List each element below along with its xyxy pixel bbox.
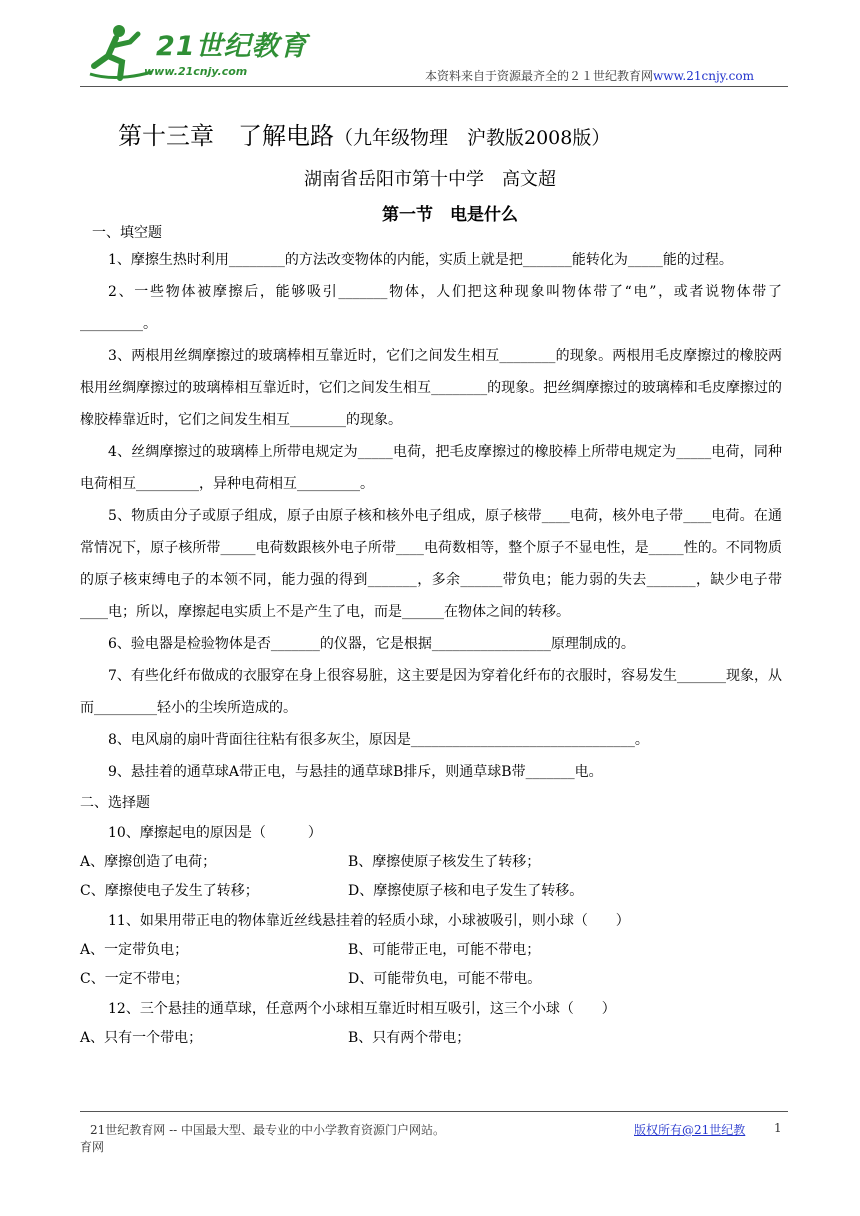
footer-copyright-wrap[interactable]: 育网 — [80, 1140, 105, 1154]
fill-heading: 一、填空题 — [92, 225, 162, 241]
option-a: A、只有一个带电； — [80, 1030, 203, 1046]
option-a: A、摩擦创造了电荷； — [80, 854, 217, 870]
choice-question-11: 11、如果用带正电的物体靠近丝线悬挂着的轻质小球，小球被吸引，则小球（ ） — [108, 913, 630, 929]
header-note-text: 本资料来自于资源最齐全的２１世纪教育网 — [425, 69, 654, 83]
logo-wordmark: 21世纪教育 — [156, 31, 308, 62]
choice-options-row — [80, 877, 782, 906]
option-b: B、摩擦使原子核发生了转移； — [348, 854, 541, 870]
choice-question-12: 12、三个悬挂的通草球，任意两个小球相互靠近时相互吸引，这三个小球（ ） — [108, 1001, 616, 1017]
page-number: 1 — [774, 1121, 782, 1135]
footer-copyright-link[interactable]: 版权所有@21世纪教 — [634, 1123, 746, 1137]
header-divider — [80, 86, 788, 87]
document-body — [80, 222, 782, 1053]
option-b: B、只有两个带电； — [348, 1030, 471, 1046]
fill-question-7: 7、有些化纤布做成的衣服穿在身上很容易脏，这主要是因为穿着化纤布的衣服时，容易发生_______现象，从而_________轻小的尘埃所造成的。 — [80, 668, 782, 716]
fill-question-5: 5、物质由分子或原子组成，原子由原子核和核外电子组成，原子核带____电荷，核外电子带____电荷。在通常情况下，原子核所带_____电荷数跟核外电子所带____电荷数相等，整个原子不显电性，是_____性的。不同物质的原子核束缚电子的本领不同，能力强的得到_______，多余______带负电；能力弱的失去_______，缺少电子带____电；所以，摩擦起电实质上不是产生了电，而是______在物体之间的转移。 — [80, 508, 782, 620]
fill-question-4: 4、丝绸摩擦过的玻璃棒上所带电规定为_____电荷，把毛皮摩擦过的橡胶棒上所带电规定为_____电荷，同种电荷相互_________，异种电荷相互_________。 — [80, 444, 782, 492]
chapter-main: 第十三章 了解电路 — [118, 122, 334, 150]
fill-question-1: 1、摩擦生热时利用________的方法改变物体的内能，实质上就是把_______能转化为_____能的过程。 — [108, 252, 733, 268]
logo-url: www.21cnjy.com — [144, 65, 248, 78]
choice-options-row — [80, 965, 782, 994]
header-link[interactable]: www.21cnjy.com — [653, 69, 754, 83]
choice-options-row — [80, 936, 782, 965]
choice-question-10: 10、摩擦起电的原因是（ ） — [108, 825, 322, 841]
fill-question-8: 8、电风扇的扇叶背面往往粘有很多灰尘，原因是________________________________。 — [108, 732, 649, 748]
option-d: D、摩擦使原子核和电子发生了转移。 — [348, 883, 584, 899]
fill-question-3: 3、两根用丝绸摩擦过的玻璃棒相互靠近时，它们之间发生相互________的现象。两根用毛皮摩擦过的橡胶两根用丝绸摩擦过的玻璃棒相互靠近时，它们之间发生相互________的现象。把丝绸摩擦过的玻璃棒和毛皮摩擦过的橡胶棒靠近时，它们之间发生相互________的现象。 — [80, 348, 782, 428]
header-note — [425, 67, 754, 84]
fill-question-6: 6、验电器是检验物体是否_______的仪器，它是根据_________________原理制成的。 — [108, 636, 635, 652]
option-d: D、可能带负电，可能不带电。 — [348, 971, 542, 987]
section-title: 第一节 电是什么 — [382, 205, 518, 225]
author-line: 湖南省岳阳市第十中学 高文超 — [304, 169, 556, 190]
option-b: B、可能带正电，可能不带电； — [348, 942, 541, 958]
option-c: C、一定不带电； — [80, 971, 189, 987]
option-a: A、一定带负电； — [80, 942, 189, 958]
choice-options-row — [80, 848, 782, 877]
option-c: C、摩擦使电子发生了转移； — [80, 883, 259, 899]
chapter-title — [118, 116, 610, 151]
footer-text: 21世纪教育网 -- 中国最大型、最专业的中小学教育资源门户网站。 — [90, 1123, 446, 1137]
fill-question-2: 2、一些物体被摩擦后，能够吸引_______物体，人们把这种现象叫物体带了“电”，或者说物体带了_________。 — [80, 284, 782, 332]
fill-question-9: 9、悬挂着的通草球A带正电，与悬挂的通草球B排斥，则通草球B带_______电。 — [108, 764, 603, 780]
footer-divider — [80, 1111, 788, 1112]
choice-options-row — [80, 1024, 782, 1053]
choice-heading: 二、选择题 — [80, 795, 150, 811]
chapter-subtitle: （九年级物理 沪教版2008版） — [334, 127, 611, 149]
site-logo[interactable] — [86, 22, 308, 84]
